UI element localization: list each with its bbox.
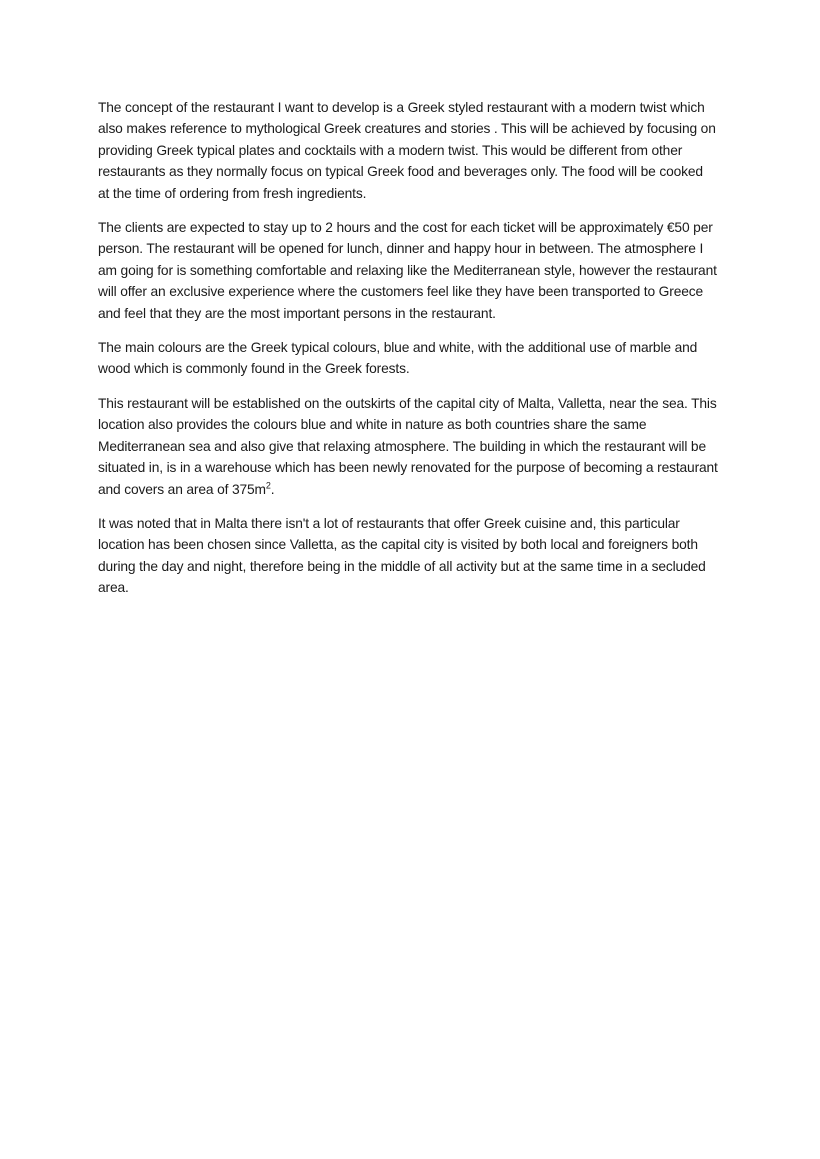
paragraph-text-end: .	[270, 481, 275, 497]
paragraph-text: The main colours are the Greek typical colours, blue and white, with the additional use of marble and wood which is commonly found in the Greek forests.	[98, 340, 701, 377]
paragraph-text: The clients are expected to stay up to 2 hours and the cost for each ticket will be approximately €50 per person. The restaurant will be opened for lunch, dinner and happy hour in between. The atmosphere I am going for is something comfortable and relaxing like the Mediterranean style, however the restaurant will offer an exclusive experience where the customers feel like they have been transported to Greece and feel that they are the most important persons in the restaurant.	[98, 220, 721, 321]
document-body	[98, 97, 720, 612]
paragraph-malta-cuisine	[98, 513, 720, 599]
paragraph-text: It was noted that in Malta there isn't a lot of restaurants that offer Greek cuisine and, this particular location has been chosen since Valletta, as the capital city is visited by both local and foreigners both during the day and night, therefore being in the middle of all activity but at the same time in a secluded area.	[98, 515, 710, 596]
paragraph-concept	[98, 97, 720, 204]
superscript-square-meters: 2	[265, 479, 271, 490]
paragraph-location	[98, 393, 720, 500]
paragraph-clients	[98, 217, 720, 324]
paragraph-colours	[98, 337, 720, 380]
paragraph-text: This restaurant will be established on the outskirts of the capital city of Malta, Valletta, near the sea. This location also provides the colours blue and white in nature as both countries share the same Mediterranean sea and also give that relaxing atmosphere. The building in which the restaurant will be situated in, is in a warehouse which has been newly renovated for the purpose of becoming a restaurant and covers an area of 375m	[98, 395, 722, 497]
paragraph-text: The concept of the restaurant I want to develop is a Greek styled restaurant with a modern twist which also makes reference to mythological Greek creatures and stories . This will be achieved by focusing on providing Greek typical plates and cocktails with a modern twist. This would be different from other restaurants as they normally focus on typical Greek food and beverages only. The food will be cooked at the time of ordering from fresh ingredients.	[98, 100, 720, 201]
